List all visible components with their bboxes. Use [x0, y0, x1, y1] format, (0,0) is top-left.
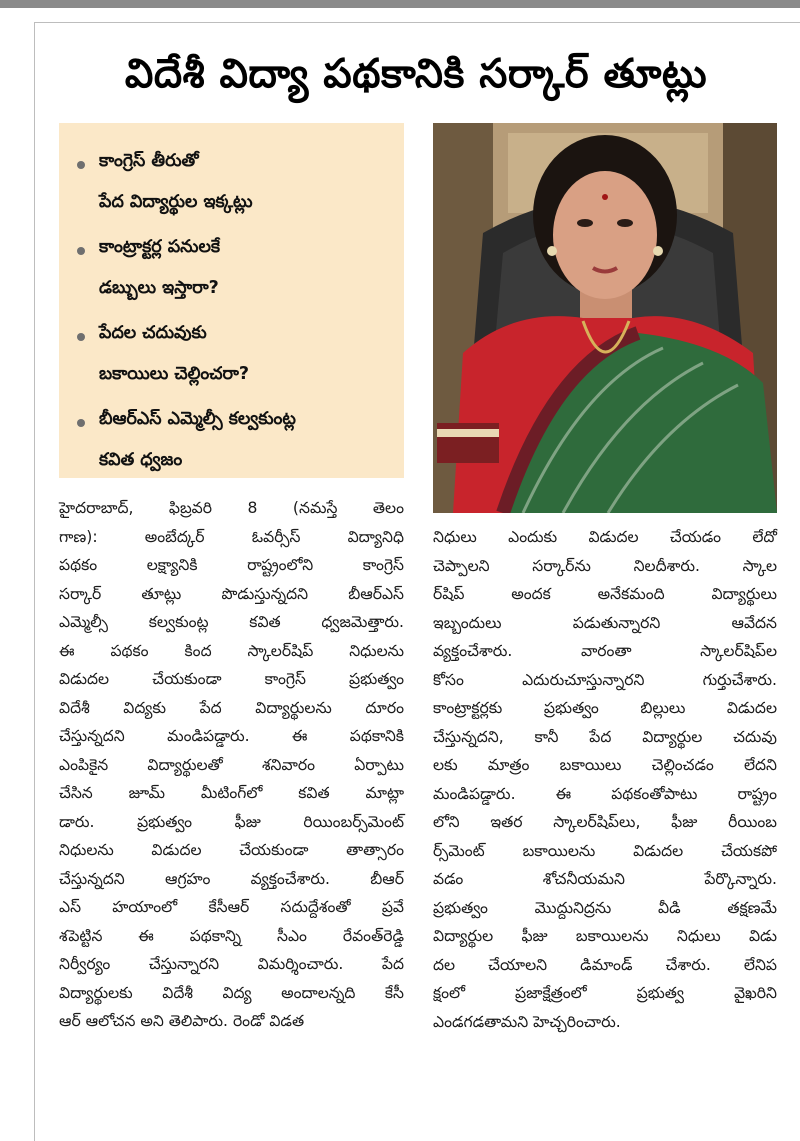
article-text-line: ఎంపికైన విద్యార్థులతో శనివారం ఏర్పాటు: [59, 755, 404, 774]
article-text-line: చేస్తున్నదని మండిపడ్డారు. ఈ పథకానికి: [59, 727, 404, 745]
article-text-line: ఈ పథకం కింద స్కాలర్‌షిప్ నిధులను: [59, 641, 404, 660]
article-text-line: ఎమ్మెల్సీ కల్వకుంట్ల కవిత ధ్వజమెత్తారు.: [59, 613, 404, 631]
bullet-item: [73, 313, 394, 395]
article-text-line: పథకం లక్ష్యానికి రాష్ట్రంలోని కాంగ్రెస్: [59, 556, 404, 574]
article-text-line: డారు. ప్రభుత్వం ఫీజు రియింబర్స్‌మెంట్: [59, 812, 404, 831]
bullet-line: కవిత ధ్వజం: [99, 450, 183, 470]
article-text-line: ర్‌షిప్ అందక అనేకమంది విద్యార్థులు: [433, 585, 777, 603]
article-text-line: నిధులు ఎందుకు విడుదల చేయడం లేదో: [433, 528, 777, 546]
top-rule: [0, 0, 800, 8]
portrait-photo: [433, 123, 777, 513]
article-text-line: లకు మాత్రం బకాయిలు చెల్లించడం లేదని: [433, 756, 777, 774]
article-text-line: చేస్తున్నదని ఆగ్రహం వ్యక్తంచేశారు. బీఆర్: [59, 869, 404, 888]
bullet-item: [73, 227, 394, 309]
article-text-line: క్షంలో ప్రజాక్షేత్రంలో ప్రభుత్వ వైఖరిని: [433, 984, 777, 1002]
right-column: [433, 523, 777, 1036]
article-text-line: దల చేయాలని డిమాండ్ చేశారు. లేనిప: [433, 955, 777, 974]
highlights-box: [59, 123, 404, 478]
bullet-line: పేదల చదువుకు: [99, 323, 207, 343]
article-text-line: కాంట్రాక్టర్లకు ప్రభుత్వం బిల్లులు విడుదల: [433, 699, 777, 717]
bullet-item: [73, 141, 394, 223]
article-text-line: కోసం ఎదురుచూస్తున్నారని గుర్తుచేశారు.: [433, 670, 777, 689]
article-text-line: చేస్తున్నదని, కానీ పేద విద్యార్థుల చదువు: [433, 727, 777, 746]
article-text-line: ప్రభుత్వం మొద్దునిద్రను వీడి తక్షణమే: [433, 898, 777, 917]
article-text-line: శపెట్టిన ఈ పథకాన్ని సీఎం రేవంత్‌రెడ్డి: [59, 926, 404, 945]
article-text-line: మండిపడ్డారు. ఈ పథకంతోపాటు రాష్ట్రం: [433, 784, 777, 803]
article-text-line: గాణ): అంబేద్కర్ ఓవర్సీస్ విద్యానిధి: [59, 527, 404, 546]
article-text-line: వడం శోచనీయమని పేర్కొన్నారు.: [433, 870, 777, 888]
article-text-line: విద్యార్థులకు విదేశీ విద్య అందాలన్నది కేసీ: [59, 983, 404, 1002]
article-text-line: ఇబ్బందులు పడుతున్నారని ఆవేదన: [433, 613, 777, 632]
article-text-line: నిర్వీర్యం చేస్తున్నారని విమర్శించారు. పేద: [59, 955, 404, 973]
article-text-line: లోని ఇతర స్కాలర్‌షిప్‌లు, ఫీజు రీయింబ: [433, 813, 777, 831]
article-text-line: నిధులను విడుదల చేయకుండా తాత్సారం: [59, 841, 404, 859]
article-text-line: విద్యార్థుల ఫీజు బకాయిలను నిధులు విడు: [433, 927, 777, 945]
article-text-line: హైదరాబాద్, ఫిబ్రవరి 8 (నమస్తే తెలం: [59, 499, 404, 517]
left-column: [59, 494, 404, 1036]
bullet-line: పేద విద్యార్థుల ఇక్కట్లు: [99, 192, 253, 212]
article-text-line: వ్యక్తంచేశారు. వారంతా స్కాలర్‌షిప్‌ల: [433, 642, 777, 660]
article-text-line: సర్కార్ తూట్లు పొడుస్తున్నదని బీఆర్ఎస్: [59, 584, 404, 603]
article-text-line: విడుదల చేయకుండా కాంగ్రెస్ ప్రభుత్వం: [59, 670, 404, 688]
bullet-dot-icon: [77, 161, 85, 169]
bullet-line: డబ్బులు ఇస్తారా?: [99, 278, 219, 298]
article-text-line: చేసిన జూమ్ మీటింగ్‌లో కవిత మాట్లా: [59, 784, 404, 802]
article-text-line: చెప్పాలని సర్కార్‌ను నిలదీశారు. స్కాల: [433, 556, 777, 575]
article-text-line: ఎండగడతామని హెచ్చరించారు.: [433, 1012, 621, 1031]
article-text-line: ఎస్ హయాంలో కేసీఆర్ సదుద్దేశంతో ప్రవే: [59, 898, 404, 916]
article-text-line: ఆర్ ఆలోచన అని తెలిపారు. రెండో విడత: [59, 1012, 305, 1030]
bullet-dot-icon: [77, 333, 85, 341]
article-text-line: విదేశీ విద్యకు పేద విద్యార్థులను దూరం: [59, 698, 404, 717]
bullet-line: బకాయిలు చెల్లించరా?: [99, 364, 250, 384]
bullet-line: కాంట్రాక్టర్ల పనులకే: [99, 237, 221, 257]
portrait-illustration: [433, 123, 777, 513]
bullet-item: [73, 399, 394, 481]
bullet-dot-icon: [77, 247, 85, 255]
article-text-line: ర్స్‌మెంట్ బకాయిలను విడుదల చేయకపో: [433, 841, 777, 860]
bullet-line: బీఆర్ఎస్ ఎమ్మెల్సీ కల్వకుంట్ల: [99, 409, 296, 429]
bullet-dot-icon: [77, 419, 85, 427]
headline: విదేశీ విద్యా పథకానికి సర్కార్ తూట్లు: [124, 51, 708, 97]
bullet-line: కాంగ్రెస్ తీరుతో: [99, 151, 199, 171]
